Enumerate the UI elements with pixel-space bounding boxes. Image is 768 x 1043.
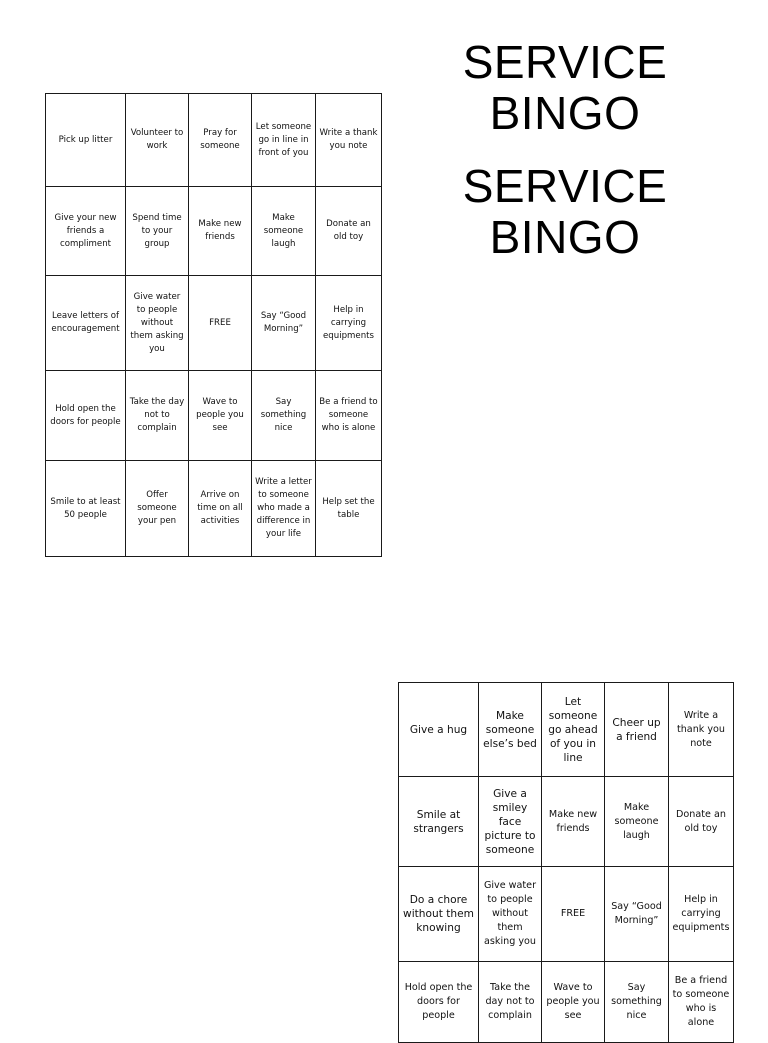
bingo-cell: Smile at strangers — [399, 777, 479, 867]
bingo-cell: Donate an old toy — [316, 187, 382, 276]
bingo-cell: Offer someone your pen — [126, 461, 189, 557]
bingo-cell: Cheer up a friend — [605, 683, 669, 777]
bingo-cell: Take the day not to complain — [126, 371, 189, 461]
bingo-cell: Leave letters of encouragement — [46, 276, 126, 371]
page-title: SERVICE BINGO — [462, 36, 668, 139]
bingo-cell: Donate an old toy — [669, 777, 734, 867]
bingo-cell: Make someone laugh — [252, 187, 316, 276]
bingo-cell: Give water to people without them asking you — [479, 867, 542, 962]
bingo-cell: Wave to people you see — [542, 962, 605, 1043]
bingo-cell: Wave to people you see — [189, 371, 252, 461]
bingo-cell: Say “Good Morning” — [605, 867, 669, 962]
bingo-cell: Write a thank you note — [316, 94, 382, 187]
bingo-cell: Help in carrying equipments — [316, 276, 382, 371]
bingo-cell: Do a chore without them knowing — [399, 867, 479, 962]
bingo-cell: Write a thank you note — [669, 683, 734, 777]
bingo-cell: Help in carrying equipments — [669, 867, 734, 962]
bingo-cell: Hold open the doors for people — [46, 371, 126, 461]
bingo-cell: Give a smiley face picture to someone — [479, 777, 542, 867]
page-title-repeat: SERVICE BINGO — [462, 160, 668, 263]
bingo-cell: Make someone laugh — [605, 777, 669, 867]
bingo-cell: Make new friends — [542, 777, 605, 867]
bingo-cell: Make new friends — [189, 187, 252, 276]
bingo-cell: Pick up litter — [46, 94, 126, 187]
bingo-cell: Give water to people without them asking you — [126, 276, 189, 371]
bingo-cell: Say “Good Morning” — [252, 276, 316, 371]
bingo-cell: Let someone go in line in front of you — [252, 94, 316, 187]
bingo-card-2 — [398, 682, 734, 1043]
bingo-cell: Hold open the doors for people — [399, 962, 479, 1043]
bingo-cell: Let someone go ahead of you in line — [542, 683, 605, 777]
bingo-card-1 — [45, 93, 382, 557]
bingo-free-cell: FREE — [189, 276, 252, 371]
bingo-cell: Arrive on time on all activities — [189, 461, 252, 557]
bingo-cell: Take the day not to complain — [479, 962, 542, 1043]
bingo-cell: Make someone else’s bed — [479, 683, 542, 777]
bingo-cell: Spend time to your group — [126, 187, 189, 276]
bingo-cell: Say something nice — [252, 371, 316, 461]
bingo-cell: Write a letter to someone who made a difference in your life — [252, 461, 316, 557]
bingo-cell: Be a friend to someone who is alone — [669, 962, 734, 1043]
bingo-cell: Be a friend to someone who is alone — [316, 371, 382, 461]
bingo-cell: Help set the table — [316, 461, 382, 557]
bingo-cell: Give your new friends a compliment — [46, 187, 126, 276]
bingo-cell: Give a hug — [399, 683, 479, 777]
bingo-cell: Pray for someone — [189, 94, 252, 187]
bingo-free-cell: FREE — [542, 867, 605, 962]
bingo-cell: Say something nice — [605, 962, 669, 1043]
bingo-cell: Smile to at least 50 people — [46, 461, 126, 557]
bingo-cell: Volunteer to work — [126, 94, 189, 187]
